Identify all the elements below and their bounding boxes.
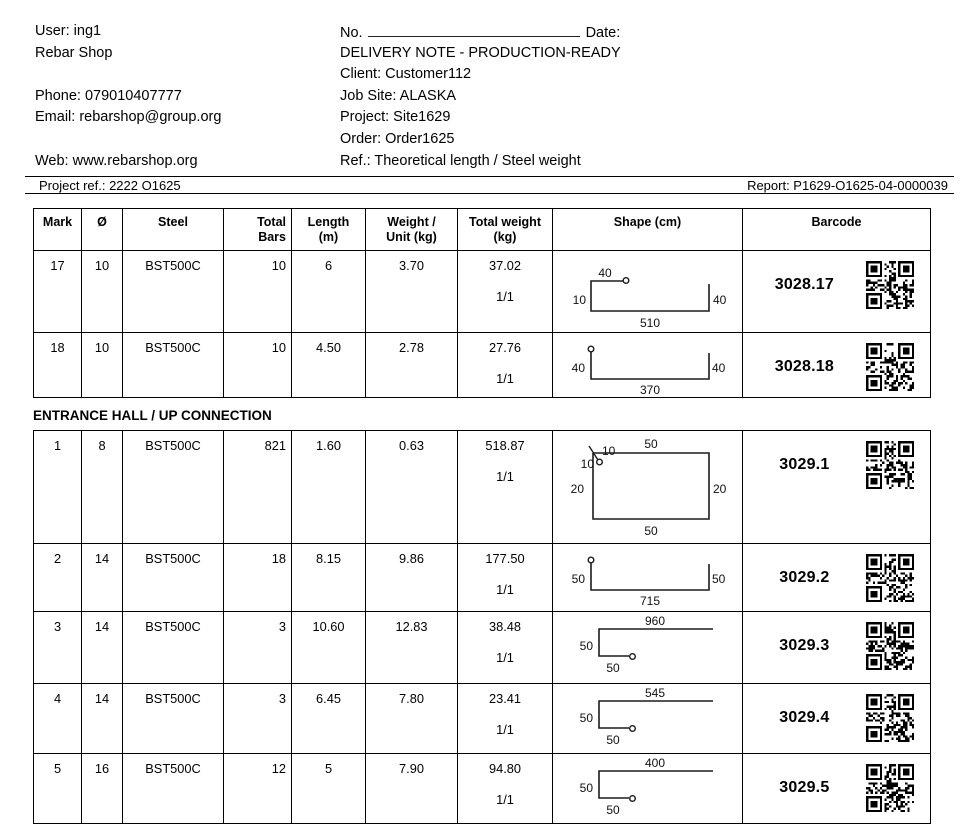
report-number: Report: P1629-O1625-04-0000039 <box>747 177 948 193</box>
barcode-wrap <box>743 343 930 391</box>
barcode-wrap <box>743 554 930 602</box>
svg-text:20: 20 <box>570 482 584 496</box>
rebar-table-section2 <box>33 430 931 824</box>
total-bars-cell: 10 <box>224 251 292 333</box>
shape-diagram <box>553 754 739 821</box>
barcode-wrap <box>743 261 930 309</box>
col-header-total-weight: Total weight (kg) <box>458 209 553 251</box>
diameter-cell: 8 <box>82 431 123 544</box>
barcode-number: 3028.18 <box>774 358 834 376</box>
total-weight-value: 27.76 <box>488 340 522 355</box>
shape-cell <box>553 544 743 612</box>
length-cell: 10.60 <box>292 612 366 684</box>
barcode-wrap <box>743 764 930 812</box>
diameter-cell: 14 <box>82 544 123 612</box>
barcode-cell <box>743 684 931 754</box>
barcode-cell <box>743 612 931 684</box>
date-label: Date: <box>585 25 621 41</box>
table-row <box>34 612 931 684</box>
length-cell: 1.60 <box>292 431 366 544</box>
bundle-fraction: 1/1 <box>496 792 514 807</box>
col-header-shape: Shape (cm) <box>553 209 743 251</box>
total-bars-cell: 12 <box>224 754 292 824</box>
unit-weight-cell: 2.78 <box>366 333 458 398</box>
qr-code-icon <box>866 764 914 812</box>
shape-diagram <box>553 612 739 681</box>
total-weight-value: 23.41 <box>488 691 522 706</box>
barcode-number: 3029.5 <box>779 779 830 797</box>
no-date-line <box>340 21 621 43</box>
steel-grade-cell: BST500C <box>123 612 224 684</box>
svg-text:370: 370 <box>639 383 661 395</box>
qr-code-icon <box>866 261 914 309</box>
total-weight-cell <box>458 251 553 333</box>
diameter-cell: 10 <box>82 251 123 333</box>
website-label: Web: www.rebarshop.org <box>35 152 198 169</box>
document-title: DELIVERY NOTE - PRODUCTION-READY <box>340 44 621 61</box>
spacer <box>35 64 221 86</box>
length-cell: 6.45 <box>292 684 366 754</box>
total-weight-value: 518.87 <box>485 438 525 453</box>
order-label: Order: Order1625 <box>340 130 455 147</box>
barcode-cell <box>743 431 931 544</box>
barcode-wrap <box>743 622 930 670</box>
svg-text:50: 50 <box>606 661 620 675</box>
shape-diagram <box>553 431 739 541</box>
email-label: Email: rebarshop@group.org <box>35 109 222 126</box>
unit-weight-cell: 0.63 <box>366 431 458 544</box>
svg-text:40: 40 <box>713 293 727 307</box>
total-weight-cell <box>458 754 553 824</box>
svg-text:50: 50 <box>579 711 593 725</box>
mark-cell: 4 <box>34 684 82 754</box>
reference-bar <box>25 176 954 194</box>
mark-cell: 3 <box>34 612 82 684</box>
shape-cell <box>553 251 743 333</box>
table-row <box>34 544 931 612</box>
svg-text:960: 960 <box>644 614 666 628</box>
length-cell: 8.15 <box>292 544 366 612</box>
col-header-diameter: Ø <box>82 209 123 251</box>
table-row <box>34 431 931 544</box>
barcode-number: 3029.1 <box>779 456 830 474</box>
svg-text:50: 50 <box>644 437 658 451</box>
qr-code-icon <box>866 694 914 742</box>
svg-text:50: 50 <box>712 572 726 586</box>
header-middle-block <box>340 21 621 172</box>
barcode-number: 3029.2 <box>779 569 830 587</box>
total-weight-value: 38.48 <box>488 619 522 634</box>
section-title: ENTRANCE HALL / UP CONNECTION <box>33 408 272 423</box>
shape-cell <box>553 333 743 398</box>
barcode-cell <box>743 544 931 612</box>
table-header-row <box>34 209 931 251</box>
client-label: Client: Customer112 <box>340 66 472 83</box>
qr-code-icon <box>866 554 914 602</box>
svg-text:715: 715 <box>639 594 661 608</box>
svg-text:40: 40 <box>571 361 585 375</box>
steel-grade-cell: BST500C <box>123 251 224 333</box>
mark-cell: 17 <box>34 251 82 333</box>
no-blank-line <box>368 21 580 37</box>
col-header-mark: Mark <box>34 209 82 251</box>
col-header-length: Length (m) <box>292 209 366 251</box>
unit-weight-cell: 9.86 <box>366 544 458 612</box>
total-weight-value: 177.50 <box>485 551 525 566</box>
col-header-steel: Steel <box>123 209 224 251</box>
project-label: Project: Site1629 <box>340 109 451 126</box>
svg-text:50: 50 <box>571 572 585 586</box>
bundle-fraction: 1/1 <box>496 289 514 304</box>
mark-cell: 5 <box>34 754 82 824</box>
total-weight-cell <box>458 684 553 754</box>
length-cell: 5 <box>292 754 366 824</box>
svg-text:40: 40 <box>598 266 612 280</box>
barcode-cell <box>743 333 931 398</box>
shape-diagram <box>553 333 739 395</box>
unit-weight-cell: 7.90 <box>366 754 458 824</box>
col-header-barcode: Barcode <box>743 209 931 251</box>
project-ref: Project ref.: 2222 O1625 <box>39 177 181 193</box>
barcode-wrap <box>743 441 930 489</box>
barcode-cell <box>743 251 931 333</box>
bundle-fraction: 1/1 <box>496 371 514 386</box>
unit-weight-cell: 3.70 <box>366 251 458 333</box>
qr-code-icon <box>866 441 914 489</box>
total-weight-cell <box>458 612 553 684</box>
shape-cell <box>553 612 743 684</box>
svg-text:50: 50 <box>606 803 620 817</box>
mark-cell: 2 <box>34 544 82 612</box>
shape-cell <box>553 684 743 754</box>
total-bars-cell: 821 <box>224 431 292 544</box>
bundle-fraction: 1/1 <box>496 722 514 737</box>
shape-cell <box>553 431 743 544</box>
total-weight-cell <box>458 544 553 612</box>
rebar-table-section1 <box>33 208 931 398</box>
qr-code-icon <box>866 622 914 670</box>
total-bars-cell: 18 <box>224 544 292 612</box>
total-weight-value: 37.02 <box>488 258 522 273</box>
barcode-wrap <box>743 694 930 742</box>
mark-cell: 1 <box>34 431 82 544</box>
qr-code-icon <box>866 343 914 391</box>
svg-text:20: 20 <box>713 482 727 496</box>
job-site-label: Job Site: ALASKA <box>340 87 457 104</box>
table-row <box>34 754 931 824</box>
barcode-number: 3029.3 <box>779 637 830 655</box>
bundle-fraction: 1/1 <box>496 469 514 484</box>
ref-label: Ref.: Theoretical length / Steel weight <box>340 152 581 169</box>
diameter-cell: 10 <box>82 333 123 398</box>
steel-grade-cell: BST500C <box>123 544 224 612</box>
svg-text:50: 50 <box>579 781 593 795</box>
no-label: No. <box>340 25 363 41</box>
bundle-fraction: 1/1 <box>496 650 514 665</box>
svg-text:50: 50 <box>579 639 593 653</box>
svg-text:50: 50 <box>606 733 620 747</box>
svg-text:10: 10 <box>572 293 586 307</box>
diameter-cell: 16 <box>82 754 123 824</box>
svg-text:10: 10 <box>580 457 594 471</box>
steel-grade-cell: BST500C <box>123 333 224 398</box>
phone-label: Phone: 079010407777 <box>35 87 182 104</box>
steel-grade-cell: BST500C <box>123 754 224 824</box>
user-label: User: ing1 <box>35 23 102 39</box>
diameter-cell: 14 <box>82 612 123 684</box>
svg-text:510: 510 <box>639 316 661 330</box>
length-cell: 6 <box>292 251 366 333</box>
total-weight-cell <box>458 333 553 398</box>
length-cell: 4.50 <box>292 333 366 398</box>
barcode-cell <box>743 754 931 824</box>
total-weight-cell <box>458 431 553 544</box>
table-row <box>34 251 931 333</box>
total-bars-cell: 3 <box>224 612 292 684</box>
table-row <box>34 684 931 754</box>
col-header-unit-weight: Weight / Unit (kg) <box>366 209 458 251</box>
bundle-fraction: 1/1 <box>496 582 514 597</box>
svg-text:10: 10 <box>602 444 616 458</box>
svg-text:545: 545 <box>644 686 666 700</box>
header-left-block <box>35 21 221 172</box>
shape-diagram <box>553 251 739 330</box>
barcode-number: 3028.17 <box>774 276 834 294</box>
table-row <box>34 333 931 398</box>
steel-grade-cell: BST500C <box>123 431 224 544</box>
col-header-total-bars: Total Bars <box>224 209 292 251</box>
shape-cell <box>553 754 743 824</box>
svg-text:50: 50 <box>644 524 658 538</box>
svg-text:40: 40 <box>712 361 726 375</box>
shape-diagram <box>553 684 739 751</box>
total-weight-value: 94.80 <box>488 761 522 776</box>
svg-text:400: 400 <box>644 756 666 770</box>
mark-cell: 18 <box>34 333 82 398</box>
total-bars-cell: 3 <box>224 684 292 754</box>
unit-weight-cell: 7.80 <box>366 684 458 754</box>
diameter-cell: 14 <box>82 684 123 754</box>
company-name: Rebar Shop <box>35 44 113 61</box>
barcode-number: 3029.4 <box>779 709 830 727</box>
steel-grade-cell: BST500C <box>123 684 224 754</box>
shape-diagram <box>553 544 739 609</box>
unit-weight-cell: 12.83 <box>366 612 458 684</box>
spacer <box>35 129 221 151</box>
total-bars-cell: 10 <box>224 333 292 398</box>
